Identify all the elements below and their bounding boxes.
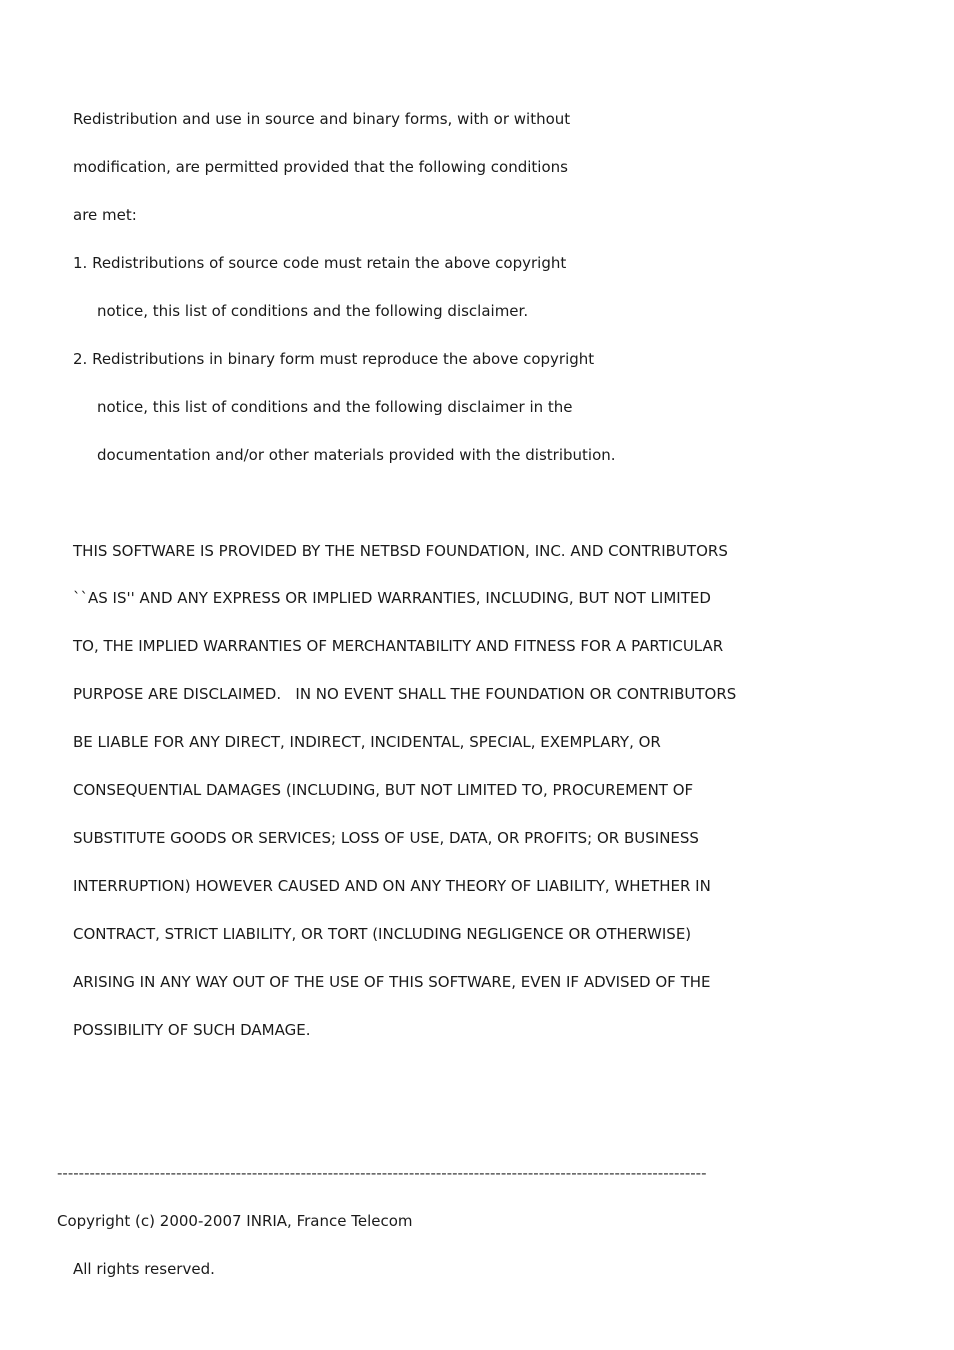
condition-item-2: 2. Redistributions in binary form must reproduce the above copyright [73, 350, 595, 368]
rights-reserved: All rights reserved. [73, 1260, 215, 1278]
condition-item-1-continuation: notice, this list of conditions and the following disclaimer. [97, 302, 529, 320]
condition-item-2-continuation: notice, this list of conditions and the following disclaimer in the [97, 398, 573, 416]
disclaimer-line: ARISING IN ANY WAY OUT OF THE USE OF THIS SOFTWARE, EVEN IF ADVISED OF THE [73, 973, 711, 991]
conditions-intro-line: are met: [73, 206, 137, 224]
disclaimer-line: POSSIBILITY OF SUCH DAMAGE. [73, 1021, 311, 1039]
condition-item-2-continuation: documentation and/or other materials provided with the distribution. [97, 446, 616, 464]
disclaimer-line: CONSEQUENTIAL DAMAGES (INCLUDING, BUT NOT LIMITED TO, PROCUREMENT OF [73, 781, 694, 799]
disclaimer-line: CONTRACT, STRICT LIABILITY, OR TORT (INCLUDING NEGLIGENCE OR OTHERWISE) [73, 925, 692, 943]
disclaimer-line: INTERRUPTION) HOWEVER CAUSED AND ON ANY THEORY OF LIABILITY, WHETHER IN [73, 877, 711, 895]
conditions-intro-line: Redistribution and use in source and binary forms, with or without [73, 110, 571, 128]
condition-item-1: 1. Redistributions of source code must retain the above copyright [73, 254, 567, 272]
disclaimer-line: SUBSTITUTE GOODS OR SERVICES; LOSS OF USE, DATA, OR PROFITS; OR BUSINESS [73, 829, 699, 847]
copyright-notice: Copyright (c) 2000-2007 INRIA, France Telecom [57, 1212, 413, 1230]
disclaimer-line: TO, THE IMPLIED WARRANTIES OF MERCHANTABILITY AND FITNESS FOR A PARTICULAR [73, 637, 724, 655]
section-separator: ------------------------------------------------------------------------------------------------------------------------ [57, 1164, 707, 1182]
conditions-intro-line: modification, are permitted provided that the following conditions [73, 158, 568, 176]
disclaimer-line: THIS SOFTWARE IS PROVIDED BY THE NETBSD FOUNDATION, INC. AND CONTRIBUTORS [73, 542, 728, 560]
disclaimer-line: BE LIABLE FOR ANY DIRECT, INDIRECT, INCIDENTAL, SPECIAL, EXEMPLARY, OR [73, 733, 661, 751]
disclaimer-line: PURPOSE ARE DISCLAIMED. IN NO EVENT SHALL THE FOUNDATION OR CONTRIBUTORS [73, 685, 737, 703]
disclaimer-line: ``AS IS'' AND ANY EXPRESS OR IMPLIED WARRANTIES, INCLUDING, BUT NOT LIMITED [73, 589, 711, 607]
